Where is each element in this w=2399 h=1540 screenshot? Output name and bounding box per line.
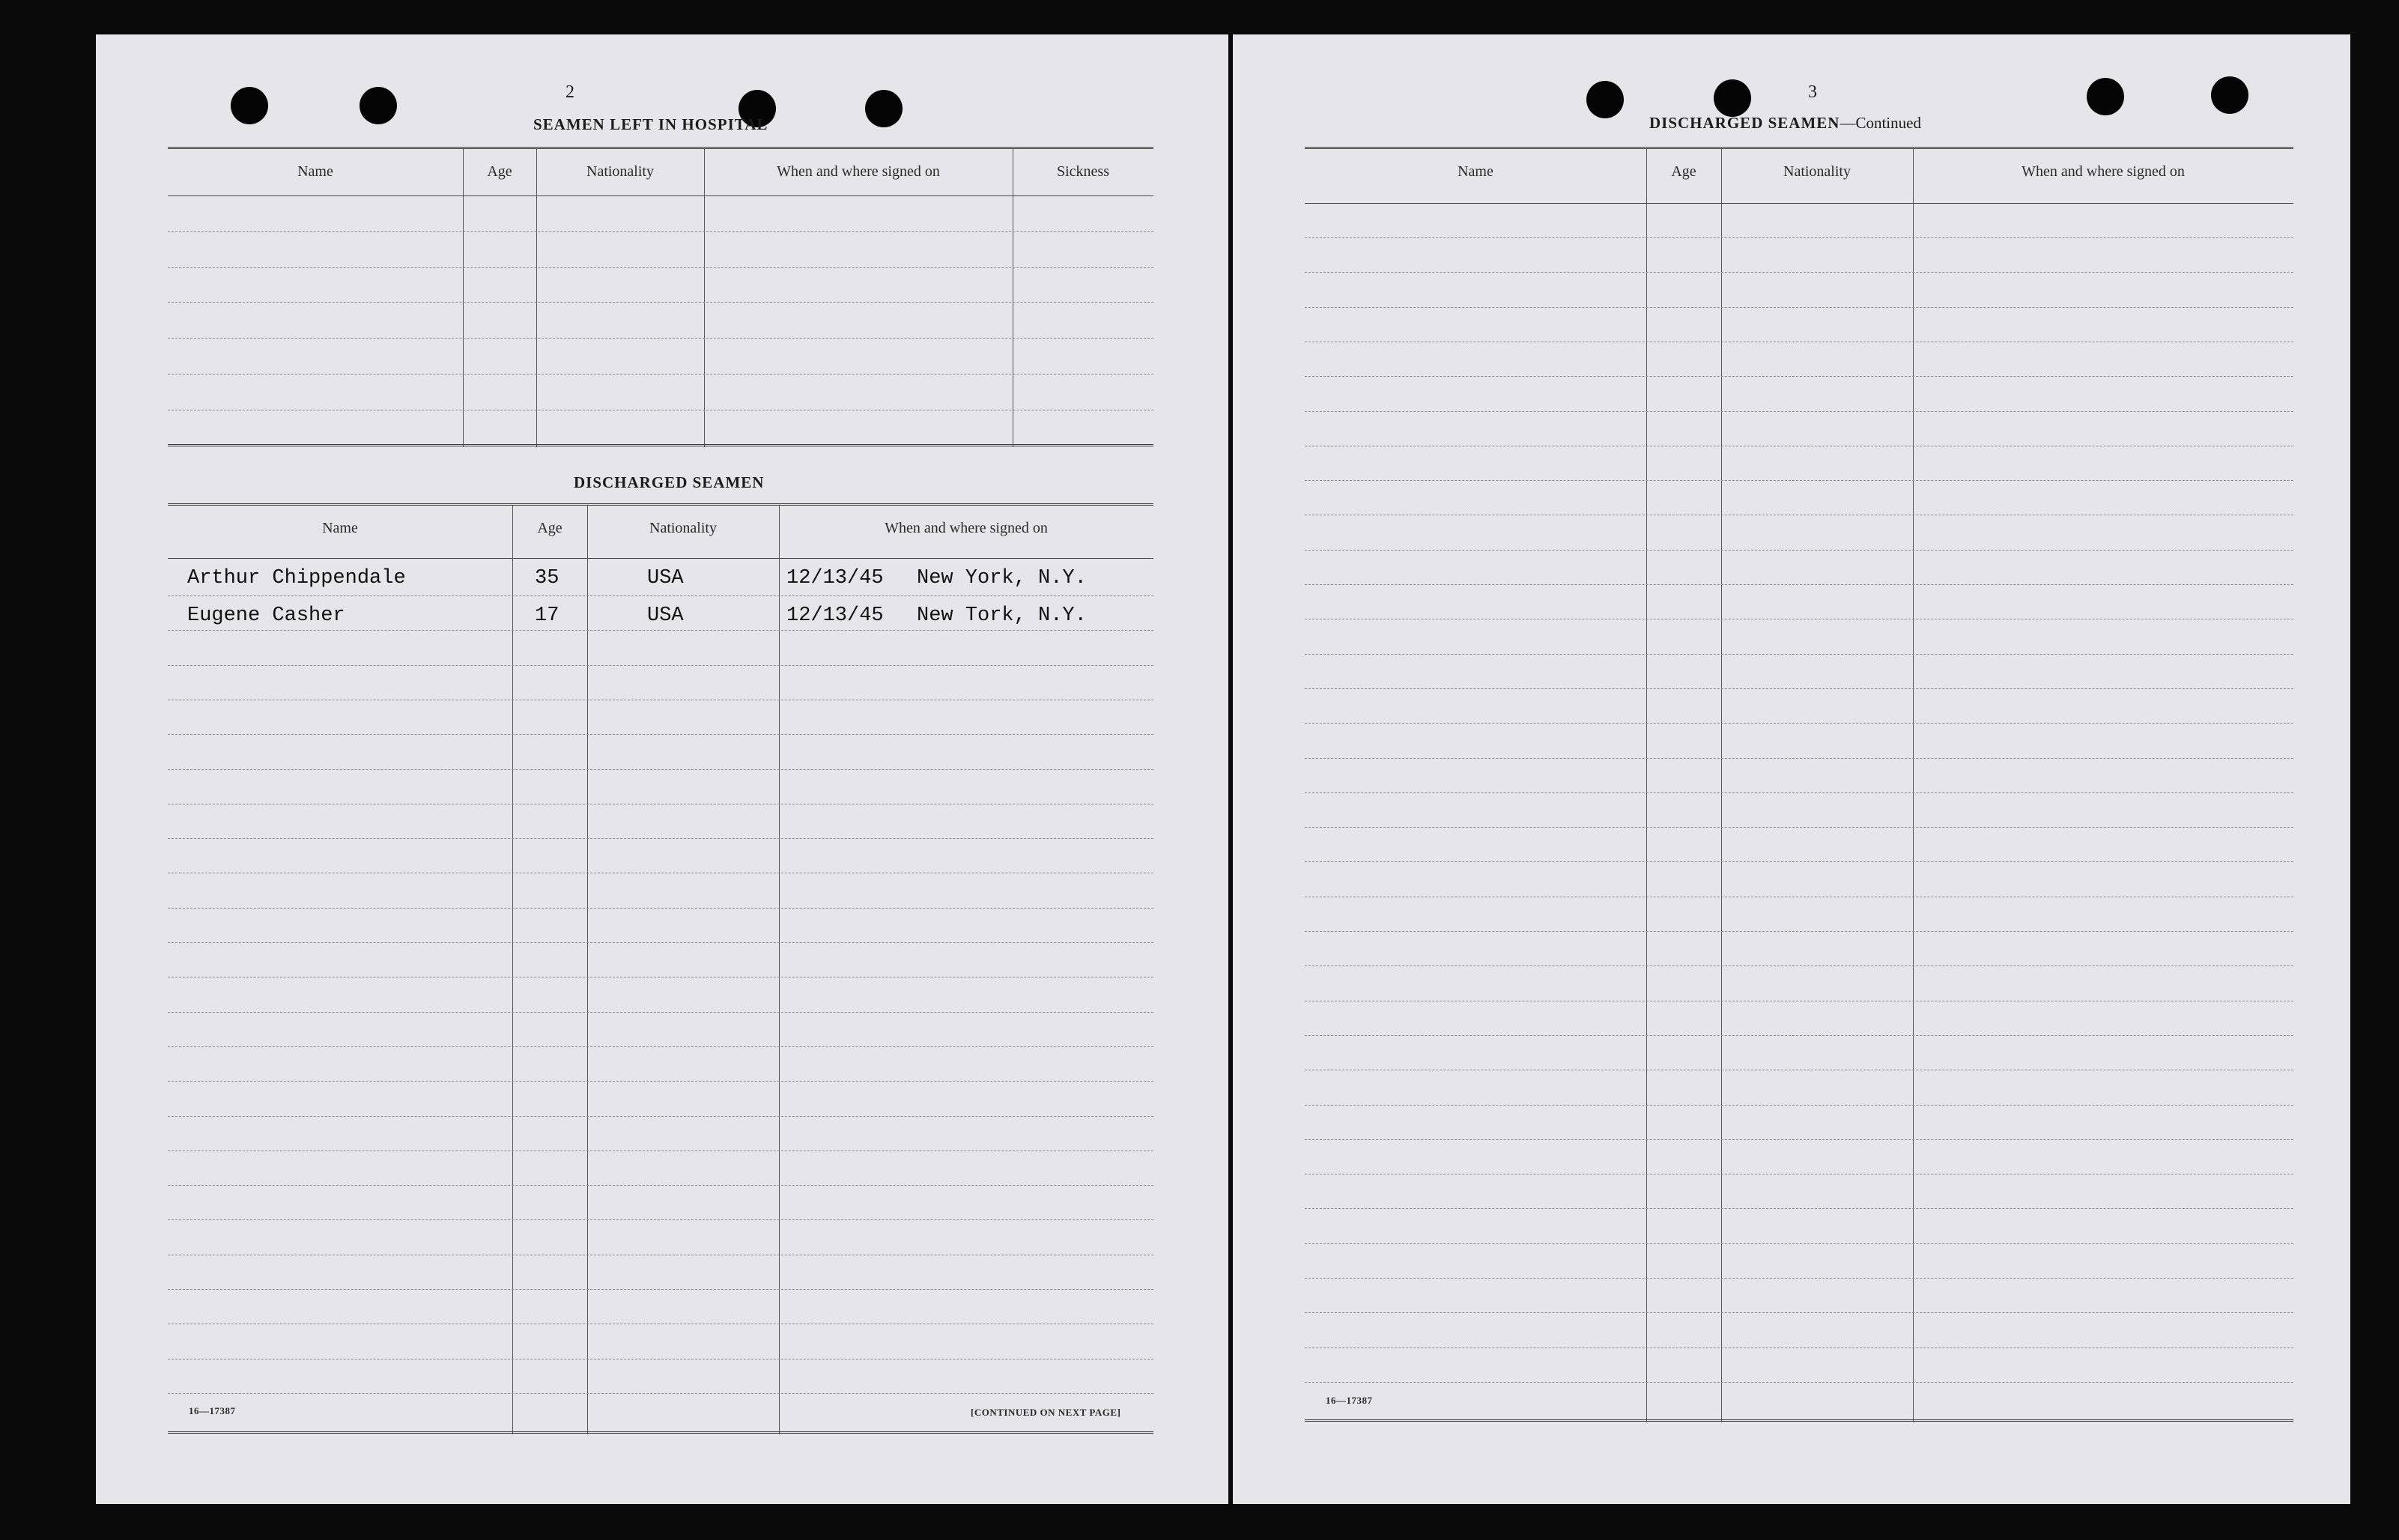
column-header-nationality: Nationality: [1783, 163, 1851, 180]
row-rule: [1305, 1035, 2293, 1036]
discharged-table: [168, 503, 1153, 1434]
column-header-nationality: Nationality: [649, 520, 717, 536]
punch-hole: [865, 90, 903, 127]
row-rule: [1305, 237, 2293, 238]
page-number: 2: [565, 82, 574, 102]
row-rule: [1305, 861, 2293, 862]
signed-on-date: 12/13/45: [786, 567, 884, 589]
row-rule: [1305, 584, 2293, 585]
row-rule: [168, 1081, 1153, 1082]
row-rule: [1305, 1139, 2293, 1140]
row-rule: [168, 1116, 1153, 1117]
row-rule: [1305, 827, 2293, 828]
left-page: [96, 34, 1228, 1504]
row-rule: [168, 734, 1153, 735]
seaman-nationality: USA: [647, 604, 684, 627]
column-header-age: Age: [487, 163, 512, 180]
row-rule: [168, 1012, 1153, 1013]
hospital-section-title: SEAMEN LEFT IN HOSPITAL: [533, 115, 768, 133]
signed-on-place: New Tork, N.Y.: [917, 604, 1087, 627]
row-rule: [1305, 1278, 2293, 1279]
column-header-name: Name: [297, 163, 333, 180]
column-header-name: Name: [1458, 163, 1493, 180]
signed-on-place: New York, N.Y.: [917, 567, 1087, 589]
row-rule: [1305, 931, 2293, 932]
column-header-age: Age: [537, 520, 562, 536]
signed-on-date: 12/13/45: [786, 604, 884, 627]
column-header-nationality: Nationality: [586, 163, 654, 180]
row-rule: [168, 665, 1153, 666]
row-rule: [168, 1185, 1153, 1186]
seaman-age: 17: [535, 604, 559, 627]
column-header-signed-on: When and where signed on: [2022, 163, 2185, 180]
row-rule: [1305, 792, 2293, 793]
row-rule: [168, 942, 1153, 943]
row-rule: [1305, 550, 2293, 551]
form-number: 16—17387: [189, 1405, 236, 1416]
column-header-name: Name: [322, 520, 358, 536]
form-number: 16—17387: [1326, 1395, 1373, 1406]
row-rule: [1305, 272, 2293, 273]
row-rule: [168, 1393, 1153, 1394]
section-title-main: DISCHARGED SEAMEN: [1649, 114, 1840, 132]
row-rule: [168, 595, 1153, 596]
row-rule: [168, 1289, 1153, 1290]
row-rule: [1305, 654, 2293, 655]
punch-hole: [2087, 78, 2124, 115]
right-page: [1233, 34, 2350, 1504]
row-rule: [1305, 376, 2293, 377]
column-header-signed-on: When and where signed on: [777, 163, 940, 180]
row-rule: [168, 630, 1153, 631]
row-rule: [1305, 688, 2293, 689]
row-rule: [1305, 723, 2293, 724]
row-rule: [1305, 411, 2293, 412]
column-header-signed-on: When and where signed on: [885, 520, 1048, 536]
punch-hole: [1714, 79, 1751, 117]
page-number: 3: [1808, 82, 1817, 102]
row-rule: [1305, 1312, 2293, 1313]
continued-note: [CONTINUED ON NEXT PAGE]: [971, 1407, 1121, 1418]
row-rule: [168, 769, 1153, 770]
row-rule: [1305, 1382, 2293, 1383]
discharged-section-title: DISCHARGED SEAMEN: [574, 473, 765, 491]
seaman-name: Eugene Casher: [187, 604, 345, 627]
row-rule: [168, 908, 1153, 909]
seaman-nationality: USA: [647, 567, 684, 589]
column-header-age: Age: [1671, 163, 1696, 180]
row-rule: [1305, 1208, 2293, 1209]
seaman-age: 35: [535, 567, 559, 589]
row-rule: [1305, 1243, 2293, 1244]
seaman-name: Arthur Chippendale: [187, 567, 406, 589]
discharged-continued-title: [1649, 114, 1921, 133]
row-rule: [1305, 1105, 2293, 1106]
column-header-sickness: Sickness: [1057, 163, 1109, 180]
hospital-table: [168, 147, 1153, 447]
row-rule: [1305, 758, 2293, 759]
punch-hole: [360, 87, 397, 124]
row-rule: [1305, 965, 2293, 966]
punch-hole: [2211, 76, 2248, 114]
row-rule: [168, 1219, 1153, 1220]
row-rule: [168, 838, 1153, 839]
punch-hole: [1586, 81, 1624, 118]
row-rule: [168, 1046, 1153, 1047]
row-rule: [1305, 307, 2293, 308]
punch-hole: [231, 87, 268, 124]
discharged-continued-table: [1305, 147, 2293, 1422]
row-rule: [1305, 480, 2293, 481]
section-title-suffix: —Continued: [1840, 114, 1921, 132]
